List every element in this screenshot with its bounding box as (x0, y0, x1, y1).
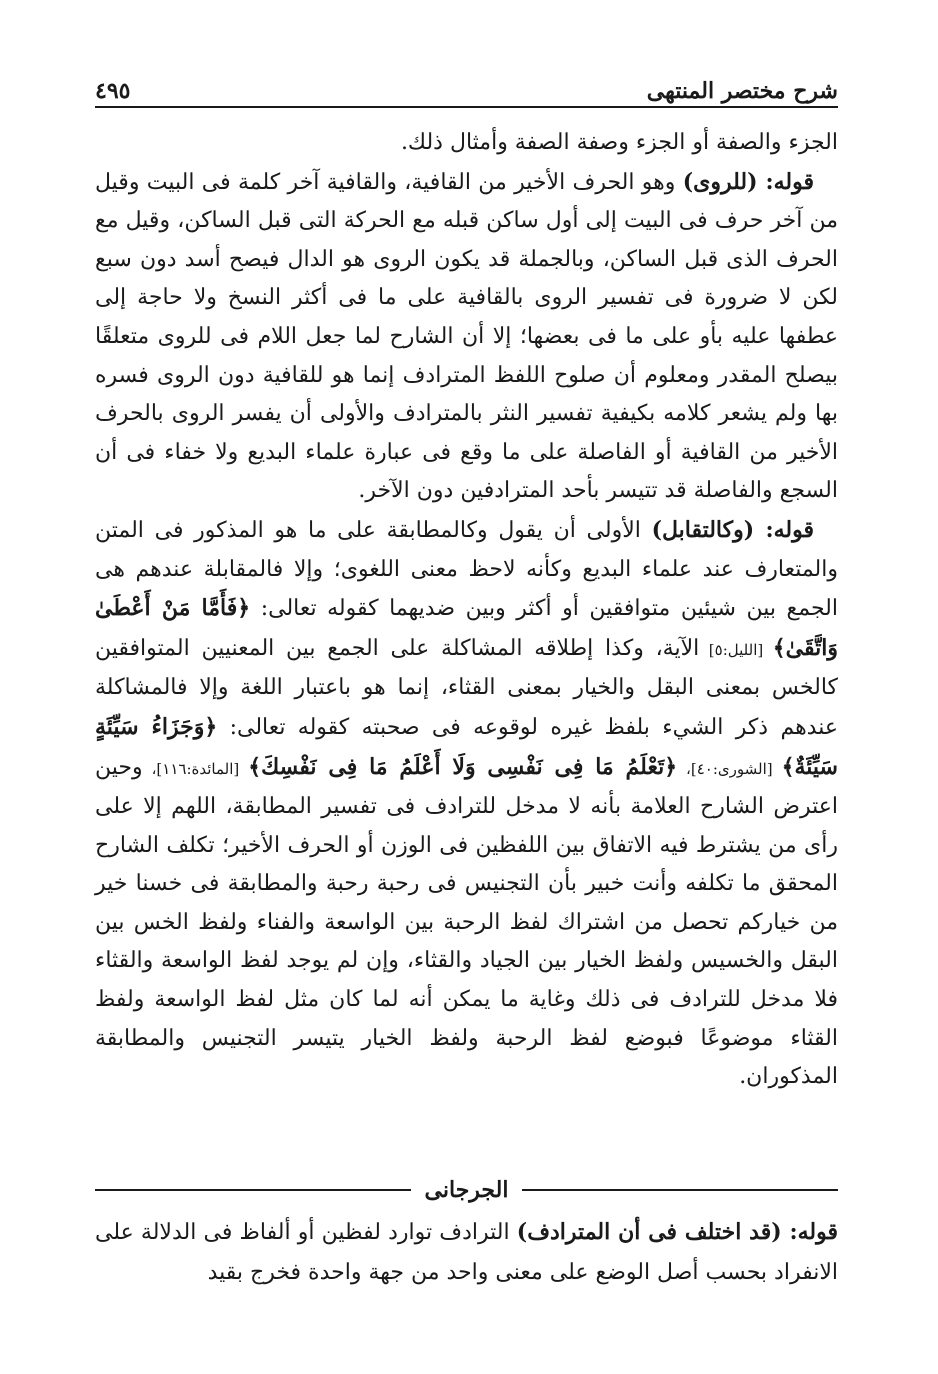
quran-quote-layl: ﴿فَأَمَّا مَنْ أَعْطَىٰ وَاتَّقَىٰ﴾ (95, 595, 838, 661)
divider-line-right (522, 1189, 838, 1191)
paragraph-1-text: الجزء والصفة أو الجزء وصفة الصفة وأمثال ذلك. (400, 130, 838, 155)
paragraph-3-text-b: الآية، وكذا إطلاقه المشاكلة على الجمع بين المعنيين المتوافقين كالخس بمعنى البقل والخيار بمعنى القثاء، إنما هو باعتبار اللغة وإلا فالمشاكلة عندهم ذكر الشيء بلفظ غيره لوقوعه فى صحبته كقوله تعالى: (95, 635, 838, 740)
paragraph-2 (95, 163, 838, 511)
header-rule (95, 106, 838, 108)
page-number: ٤٩٥ (95, 78, 131, 104)
paragraph-3 (95, 511, 838, 1097)
lemma-taqabul: قوله: (وكالتقابل) (651, 516, 814, 543)
jurjani-paragraph-1-text: الترادف توارد لفظين أو ألفاظ فى الدلالة على الانفراد بحسب أصل الوضع على معنى واحد من جهة واحدة فخرج بقيد (95, 1220, 838, 1285)
paragraph-2-text: وهو الحرف الأخير من القافية، والقافية آخر كلمة فى البيت وقيل من آخر حرف فى البيت إلى أول ساكن قبله مع الحركة التى قبل الساكن، وقيل مع الحرف الذى قبل الساكن، وبالجملة قد يكون الروى هو الدال فيصح أسد دون سبع لكن لا ضرورة فى تفسير الروى بالقافية على ما فى أكثر النسخ ولا حاجة إلى عطفها عليه بأو على ما فى بعضها؛ إلا أن الشارح لما جعل اللام فى للروى متعلقًا بيصلح المقدر ومعلوم أن صلوح اللفظ المترادف إنما هو للقافية دون الروى فسره بها ولم يشعر كلامه بكيفية تفسير النثر بالمترادف والأولى أن يفسر الروى بالحرف الأخير من القافية أو الفاصلة على ما وقع فى عبارة علماء البديع ولا خفاء فى أن السجع والفاصلة قد تتيسر بأحد المترادفين دون الآخر. (95, 169, 838, 504)
paragraph-3-text-c: وحين اعترض الشارح العلامة بأنه لا مدخل للترادف فى تفسير المطابقة، اللهم إلا على رأى من يشترط فيه الاتفاق بين اللفظين فى الوزن أو الحرف الأخير؛ تكلف الشارح المحقق ما تكلفه وأنت خبير بأن التجنيس فى رحبة رحبة والمطابقة فى خسنا خير من خياركم تحصل من اشتراك لفظ الرحبة بين الواسعة والفناء ولفظ الخس بين البقل والخسيس ولفظ الخيار بين الجياد والقثاء، وإن لم يوجد لفظ الواسعة والقثاء فلا مدخل للترادف فى ذلك وغاية ما يمكن أنه لما كان مثل لفظ الواسعة ولفظ القثاء موضوعًا فبوضع لفظ الرحبة ولفظ الخيار يتيسر التجنيس والمطابقة المذكوران. (95, 754, 838, 1090)
quran-quote-maida: ﴿تَعْلَمُ مَا فِى نَفْسِى وَلَا أَعْلَمُ مَا فِى نَفْسِكَ﴾ (248, 753, 678, 780)
commentary-body (95, 124, 838, 1097)
section-divider (95, 1175, 838, 1205)
page-header (95, 70, 838, 104)
lemma-mutaradif: قوله: (قد اختلف فى أن المترادف) (516, 1219, 838, 1245)
paragraph-1 (95, 124, 838, 163)
lemma-rawi: قوله: (للروى) (682, 168, 814, 195)
citation-maida: [المائدة:١١٦]، (142, 759, 249, 778)
citation-shura: [الشورى:٤٠]، (677, 759, 782, 778)
section-title: الجرجانى (424, 1177, 509, 1203)
jurjani-section (95, 1212, 838, 1293)
divider-line-left (95, 1189, 411, 1191)
running-title: شرح مختصر المنتهى (646, 78, 838, 104)
quran-quote-shura: ﴿وَجَزَاءُ سَيِّئَةٍ سَيِّئَةٌ﴾ (95, 713, 838, 780)
citation-layl: [الليل:٥] (699, 640, 773, 659)
jurjani-paragraph-1 (95, 1212, 838, 1293)
paragraph-3-text-a: الأولى أن يقول وكالمطابقة على ما هو المذكور فى المتن والمتعارف عند علماء البديع وكأنه لاحظ معنى اللغوى؛ وإلا فالمقابلة عندهم هى الجمع بين شيئين متوافقين أو أكثر وبين ضديهما كقوله تعالى: (95, 517, 838, 622)
